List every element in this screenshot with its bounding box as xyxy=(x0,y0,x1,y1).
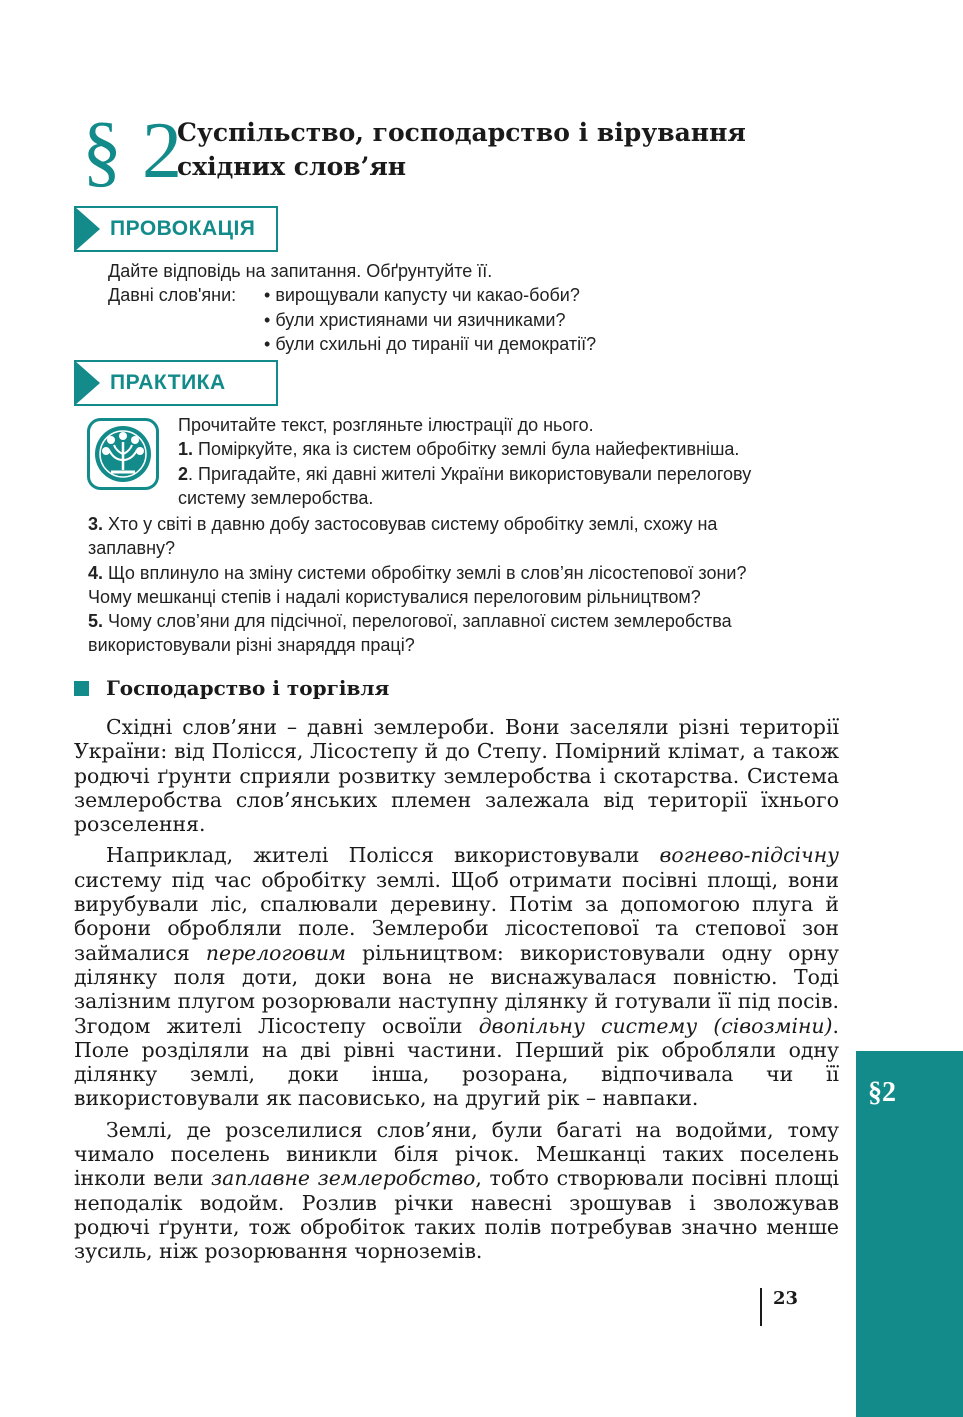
task-text-cont: заплавну? xyxy=(88,538,176,558)
paragraph-1: Східні слов’яни – давні землероби. Вони заселяли різні території України: від Полісся, Лісостепу й до Степу. Помірний клімат, а також родючі ґрунти сприяли розвитку землеробства і скотарства. Система землеробства слов’янських племен залежала від території їхнього розселення. xyxy=(74,715,839,837)
task-text: Що вплинуло на зміну системи обробітку землі в слов’ян лісостепової зони? xyxy=(103,563,747,583)
body-text xyxy=(74,715,839,1264)
text-span: рільництвом: використовували одну орну ділянку поля доти, доки вона не виснажувалася повністю. Тоді залізним плугом розорювали наступну ділянку й готували її під посів. Згодом жителі Лісостепу освоїли xyxy=(74,940,839,1038)
section-heading: Господарство і торгівля xyxy=(106,676,390,700)
practice-intro: Прочитайте текст, розгляньте ілюстрації до нього. xyxy=(178,415,594,435)
title-line-2: східних слов’ян xyxy=(177,152,407,181)
task-number: 4. xyxy=(88,563,104,583)
practice-task-4 xyxy=(88,561,747,609)
task-text: Чому слов’яни для підсічної, перелогової, заплавної систем землеробства xyxy=(103,611,732,631)
section-number: § 2 xyxy=(82,107,182,195)
title-line-1: Суспільство, господарство і вірування xyxy=(177,118,746,147)
provocation-intro: Дайте відповідь на запитання. Обґрунтуйте її. xyxy=(108,261,493,281)
task-text-cont: Чому мешканці степів і надалі користувалися перелоговим рільництвом? xyxy=(88,587,701,607)
provocation-lead: Давні слов'яни: xyxy=(108,285,237,305)
text-span: , тобто створювали посівні площі неподалік водойм. Розлив річки навесні зрошував і зволожував родючі ґрунти, тож обробіток таких полів потребував значно менше зусиль, ніж розорювання чорноземів. xyxy=(74,1166,839,1264)
side-tab xyxy=(856,1051,963,1417)
emphasis: перелоговим xyxy=(205,940,346,965)
plant-icon xyxy=(87,418,159,490)
text-span: Землі, де розселилися слов’яни, були багаті на водойми, тому чимало поселень виникли біля річок. Мешканці таких поселень інколи вели xyxy=(74,1117,839,1191)
emphasis: заплавне землеробство xyxy=(211,1166,476,1191)
task-number: 1. xyxy=(178,439,194,459)
emphasis: вогнево-підсічну xyxy=(659,843,839,868)
arrow-icon xyxy=(74,360,100,406)
text-span: . Поле розділяли на дві рівні частини. Перший рік обробляли одну ділянку землі, доки інша, розорана, відпочивала чи її використовували як пасовисько, на другий рік – навпаки. xyxy=(74,1013,840,1111)
provocation-bullets xyxy=(264,283,596,357)
practice-task-5 xyxy=(88,609,732,657)
task-text-cont: використовували різні знаряддя праці? xyxy=(88,635,415,655)
task-number: 2 xyxy=(178,464,189,484)
paragraph-2 xyxy=(74,843,839,1110)
emphasis: двопільну систему (сівозміни) xyxy=(478,1013,833,1038)
provocation-label-box xyxy=(74,206,278,252)
arrow-icon xyxy=(74,206,100,252)
practice-label: ПРАКТИКА xyxy=(110,371,226,394)
page-number: 23 xyxy=(773,1288,799,1309)
text-span: Наприклад, жителі Полісся використовували xyxy=(106,843,660,868)
page-number-divider xyxy=(760,1288,762,1326)
practice-task-3 xyxy=(88,512,717,560)
square-bullet-icon xyxy=(74,681,89,696)
practice-label-box xyxy=(74,360,278,406)
paragraph-3 xyxy=(74,1118,839,1264)
side-tab-label: §2 xyxy=(868,1077,896,1108)
task-number: 5. xyxy=(88,611,104,631)
text-span: систему під час обробітку землі. Щоб отримати посівні площі, вони вирубували ліс, спалювали деревину. Потім за допомогою плуга й борони обробляли поле. Землероби лісостепової та степової зон займалися xyxy=(74,867,839,965)
page-title xyxy=(177,116,797,184)
practice-task-1 xyxy=(178,437,739,461)
task-text-cont: систему землеробства. xyxy=(178,488,374,508)
task-text: Хто у світі в давню добу застосовував систему обробітку землі, схожу на xyxy=(103,514,718,534)
task-text: Поміркуйте, яка із систем обробітку землі була найефективніша. xyxy=(193,439,740,459)
list-item: • були християнами чи язичниками? xyxy=(264,308,596,333)
task-number: 3. xyxy=(88,514,104,534)
provocation-label: ПРОВОКАЦІЯ xyxy=(110,217,256,240)
task-text: . Пригадайте, які давні жителі України використовували перелогову xyxy=(188,464,752,484)
list-item: • були схильні до тиранії чи демократії? xyxy=(264,332,596,357)
list-item: • вирощували капусту чи какао-боби? xyxy=(264,283,596,308)
practice-task-2 xyxy=(178,462,751,510)
